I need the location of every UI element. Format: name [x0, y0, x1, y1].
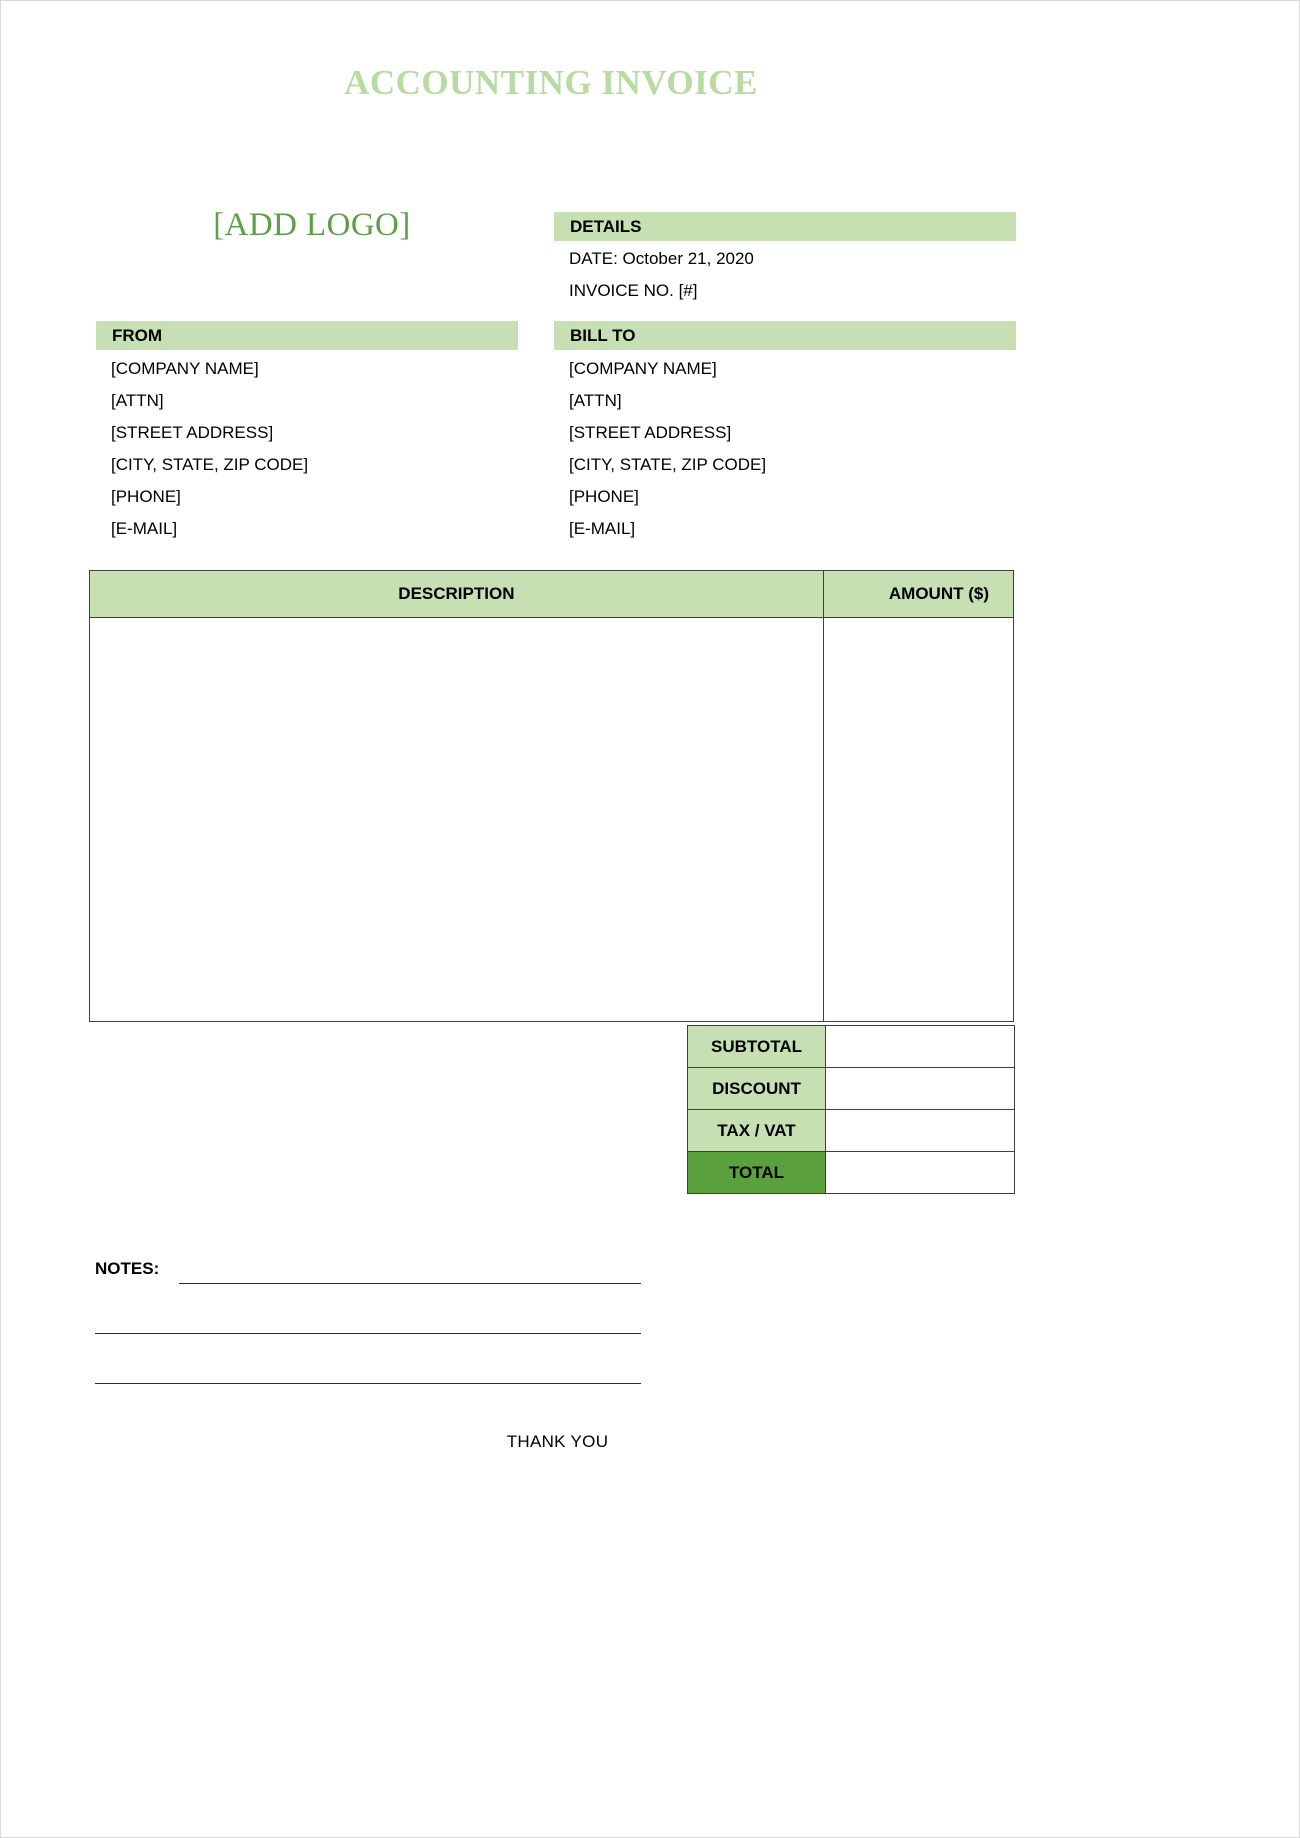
- total-value[interactable]: [826, 1152, 1015, 1194]
- details-date[interactable]: DATE: October 21, 2020: [569, 249, 754, 268]
- column-header-description: DESCRIPTION: [90, 571, 824, 618]
- total-row: [688, 1152, 1015, 1194]
- page-title: ACCOUNTING INVOICE: [344, 63, 758, 102]
- notes-input-line-1[interactable]: [179, 1283, 641, 1284]
- tax-vat-row: [688, 1110, 1015, 1152]
- table-row: [90, 618, 1014, 1022]
- line-items-amount-area[interactable]: [823, 618, 1013, 1022]
- line-items-table: [89, 570, 1014, 1022]
- bill-to-company-name[interactable]: [COMPANY NAME]: [569, 359, 717, 378]
- column-header-amount: AMOUNT ($): [823, 571, 1013, 618]
- subtotal-row: [688, 1026, 1015, 1068]
- subtotal-value[interactable]: [826, 1026, 1015, 1068]
- logo-placeholder[interactable]: [ADD LOGO]: [213, 207, 411, 243]
- notes-label-colon: :: [153, 1259, 160, 1278]
- notes-input-line-2[interactable]: [95, 1333, 641, 1334]
- details-heading: DETAILS: [554, 212, 1016, 241]
- from-city-state-zip[interactable]: [CITY, STATE, ZIP CODE]: [111, 455, 309, 474]
- bill-to-phone[interactable]: [PHONE]: [569, 487, 639, 506]
- from-heading: FROM: [96, 321, 518, 350]
- bill-to-street-address[interactable]: [STREET ADDRESS]: [569, 423, 732, 442]
- discount-row: [688, 1068, 1015, 1110]
- from-company-name[interactable]: [COMPANY NAME]: [111, 359, 259, 378]
- from-email[interactable]: [E-MAIL]: [111, 519, 178, 538]
- discount-label: DISCOUNT: [688, 1068, 826, 1110]
- discount-value[interactable]: [826, 1068, 1015, 1110]
- thank-you-footer: THANK YOU: [506, 1432, 609, 1451]
- from-attn[interactable]: [ATTN]: [111, 391, 164, 410]
- from-phone[interactable]: [PHONE]: [111, 487, 181, 506]
- totals-table: [687, 1025, 1015, 1194]
- bill-to-email[interactable]: [E-MAIL]: [569, 519, 636, 538]
- bill-to-heading: BILL TO: [554, 321, 1016, 350]
- line-items-description-area[interactable]: [90, 618, 824, 1022]
- notes-label: [95, 1259, 159, 1279]
- tax-vat-label: TAX / VAT: [688, 1110, 826, 1152]
- notes-label-text: NOTES: [95, 1259, 154, 1278]
- total-label: TOTAL: [688, 1152, 826, 1194]
- bill-to-city-state-zip[interactable]: [CITY, STATE, ZIP CODE]: [569, 455, 767, 474]
- subtotal-label: SUBTOTAL: [688, 1026, 826, 1068]
- table-header-row: [90, 571, 1014, 618]
- details-invoice-number[interactable]: INVOICE NO. [#]: [569, 281, 698, 300]
- bill-to-attn[interactable]: [ATTN]: [569, 391, 622, 410]
- tax-vat-value[interactable]: [826, 1110, 1015, 1152]
- notes-input-line-3[interactable]: [95, 1383, 641, 1384]
- from-street-address[interactable]: [STREET ADDRESS]: [111, 423, 274, 442]
